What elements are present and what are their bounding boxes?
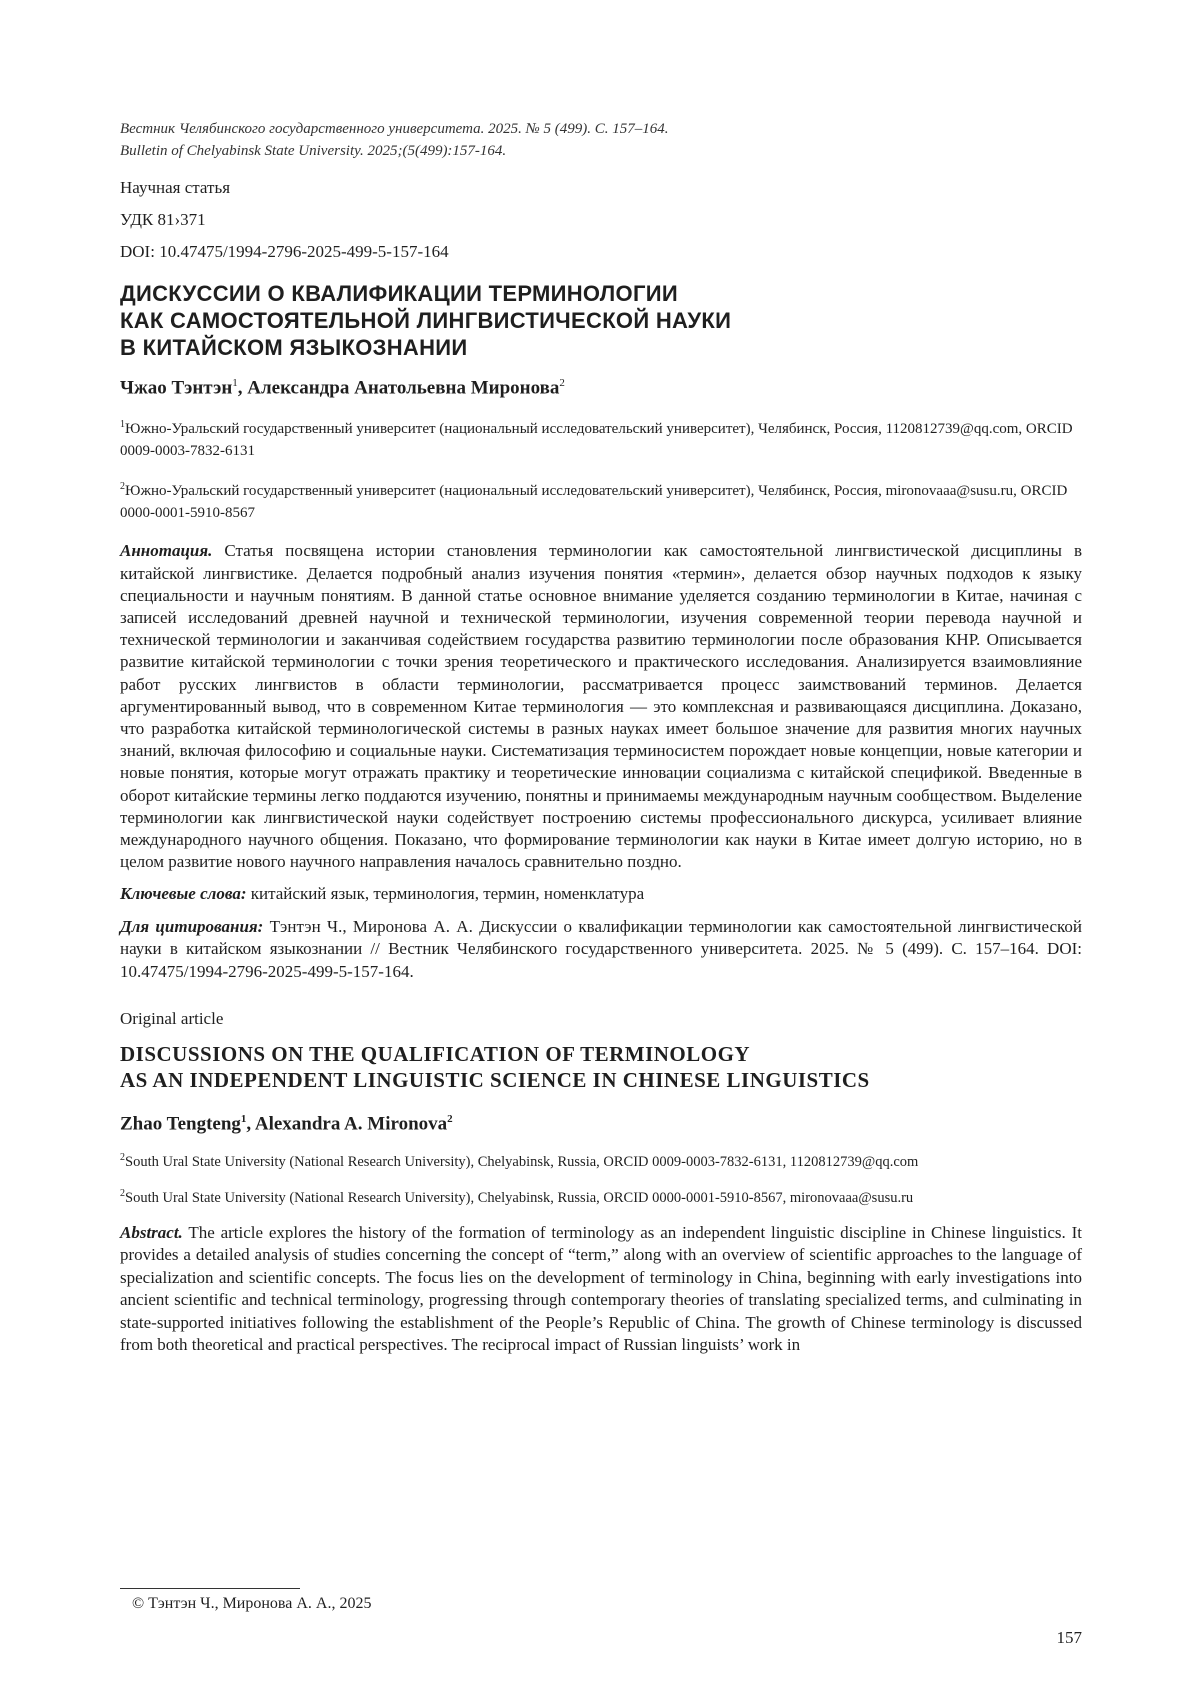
author-name: Александра Анатольевна Миронова [247, 377, 560, 399]
abstract-ru [120, 540, 1082, 873]
citation-label: Для цитирования: [120, 916, 264, 936]
keywords-text: китайский язык, терминология, термин, номенклатура [250, 884, 645, 904]
title-en-line: DISCUSSIONS ON THE QUALIFICATION OF TERMINOLOGY [120, 1042, 751, 1066]
abstract-label: Abstract. [120, 1222, 183, 1242]
journal-reference-ru: Вестник Челябинского государственного университета. 2025. № 5 (499). С. 157–164. [120, 121, 669, 137]
authors-ru [120, 371, 1082, 400]
affiliation-text: South Ural State University (National Research University), Chelyabinsk, Russia, ORCID 0009-0003-7832-6131, 1120812739@qq.com [125, 1154, 919, 1171]
abstract-text: The article explores the history of the formation of terminology as an independent linguistic discipline in Chinese linguistics. It provides a detailed analysis of studies concerning the concept of “term,” along with an overview of scientific approaches to the language of specialization and scientific concepts. The focus lies on the development of terminology in China, beginning with early investigations into ancient scientific and technical terminology, progressing through contemporary theories of translating specialized terms, and culminating in state-supported initiatives following the establishment of the People’s Republic of China. The growth of Chinese terminology is discussed from both theoretical and practical perspectives. The reciprocal impact of Russian linguists’ work in [120, 1222, 1082, 1355]
journal-reference-en: Bulletin of Chelyabinsk State University. 2025;(5(499):157-164. [120, 143, 507, 159]
title-ru-line: В КИТАЙСКОМ ЯЗЫКОЗНАНИИ [120, 335, 468, 360]
affiliation-marker: 1 [120, 419, 125, 431]
udc-code: УДК 81›371 [120, 210, 206, 229]
abstract-label: Аннотация. [120, 541, 213, 561]
author-affiliation-marker: 1 [240, 1113, 247, 1125]
affiliation-ru [120, 414, 1082, 462]
article-page [120, 118, 1082, 1357]
affiliation-ru [120, 476, 1082, 524]
article-title-en [120, 1041, 1082, 1093]
keywords-ru [120, 883, 1082, 905]
affiliation-marker: 2 [120, 481, 125, 493]
author-affiliation-marker: 1 [232, 377, 238, 389]
title-ru-line: КАК САМОСТОЯТЕЛЬНОЙ ЛИНГВИСТИЧЕСКОЙ НАУКИ [120, 308, 732, 333]
page-number: 157 [1056, 1628, 1082, 1647]
copyright-notice: © Тэнтэн Ч., Миронова А. А., 2025 [132, 1595, 372, 1612]
title-en-line: AS AN INDEPENDENT LINGUISTIC SCIENCE IN CHINESE LINGUISTICS [120, 1068, 870, 1092]
author-separator: , [246, 1113, 255, 1135]
affiliation-text: Южно-Уральский государственный университет (национальный исследовательский университет), Челябинск, Россия, mironovaaa@susu.ru, ORCID 0000-0001-5910-8567 [120, 483, 1068, 522]
affiliation-en [120, 1148, 1082, 1172]
affiliation-marker: 2 [120, 1152, 125, 1164]
citation-text: Тэнтэн Ч., Миронова А. А. Дискуссии о квалификации терминологии как самостоятельной лингвистической науки в китайском языкознании // Вестник Челябинского государственного университета. 2025. № 5 (499). С. 157–164. DOI: 10.47475/1994-2796-2025-499-5-157-164. [120, 916, 1082, 981]
affiliation-text: South Ural State University (National Research University), Chelyabinsk, Russia, ORCID 0000-0001-5910-8567, mironovaaa@susu.ru [125, 1189, 914, 1206]
affiliation-marker: 2 [120, 1188, 125, 1200]
authors-en [120, 1107, 1082, 1136]
citation-ru [120, 916, 1082, 983]
affiliation-en [120, 1184, 1082, 1208]
footnote-divider [120, 1588, 300, 1589]
author-affiliation-marker: 2 [559, 377, 565, 389]
author-name: Чжао Тэнтэн [120, 377, 233, 399]
author-affiliation-marker: 2 [447, 1113, 453, 1125]
abstract-en [120, 1222, 1082, 1357]
abstract-text: Статья посвящена истории становления терминологии как самостоятельной лингвистической дисциплины в китайской лингвистике. Делается подробный анализ изучения понятия «термин», делается обзор научных подходов к языку специальности и научным понятиям. В данной статье основное внимание уделяется созданию терминологии в Китае, начиная с записей исследований древней научной и технической терминологии, изучения современной теории перевода научной и технической терминологии и заканчивая содействием государства развитию терминологии после образования КНР. Описывается развитие китайской терминологии с точки зрения теоретического и практического исследования. Анализируется взаимовлияние работ русских лингвистов в области терминологии, рассматривается процесс заимствований терминов. Делается аргументированный вывод, что в современном Китае терминология — это комплексная и развивающаяся дисциплина. Доказано, что разработка китайской терминологической системы в разных науках имеет большое значение для развития многих научных знаний, включая философию и социальные науки. Систематизация терминосистем порождает новые концепции, новые категории и новые понятия, которые могут отражать практику и теоретические инновации социализма с китайской спецификой. Введенные в оборот китайские термины легко поддаются изучению, понятны и принимаемы международным научным сообществом. Выделение терминологии как лингвистической науки содействует построению системы профессионального дискурса, усиливает влияние международного научного общения. Показано, что формирование терминологии как науки в Китае имеет долгую историю, но в целом развитие нового научного направления началось сравнительно поздно. [120, 541, 1082, 872]
article-title-ru [120, 280, 1082, 361]
author-name: Zhao Tengteng [120, 1113, 241, 1135]
keywords-label: Ключевые слова: [120, 884, 247, 904]
title-ru-line: ДИСКУССИИ О КВАЛИФИКАЦИИ ТЕРМИНОЛОГИИ [120, 281, 678, 306]
author-separator: , [237, 377, 248, 399]
author-name: Alexandra A. Mironova [254, 1113, 448, 1135]
doi[interactable]: DOI: 10.47475/1994-2796-2025-499-5-157-164 [120, 242, 449, 261]
article-type-en: Original article [120, 1009, 224, 1028]
affiliation-text: Южно-Уральский государственный университет (национальный исследовательский университет), Челябинск, Россия, 1120812739@qq.com, ORCID 0009-0003-7832-6131 [120, 421, 1073, 460]
article-type-ru: Научная статья [120, 178, 231, 197]
